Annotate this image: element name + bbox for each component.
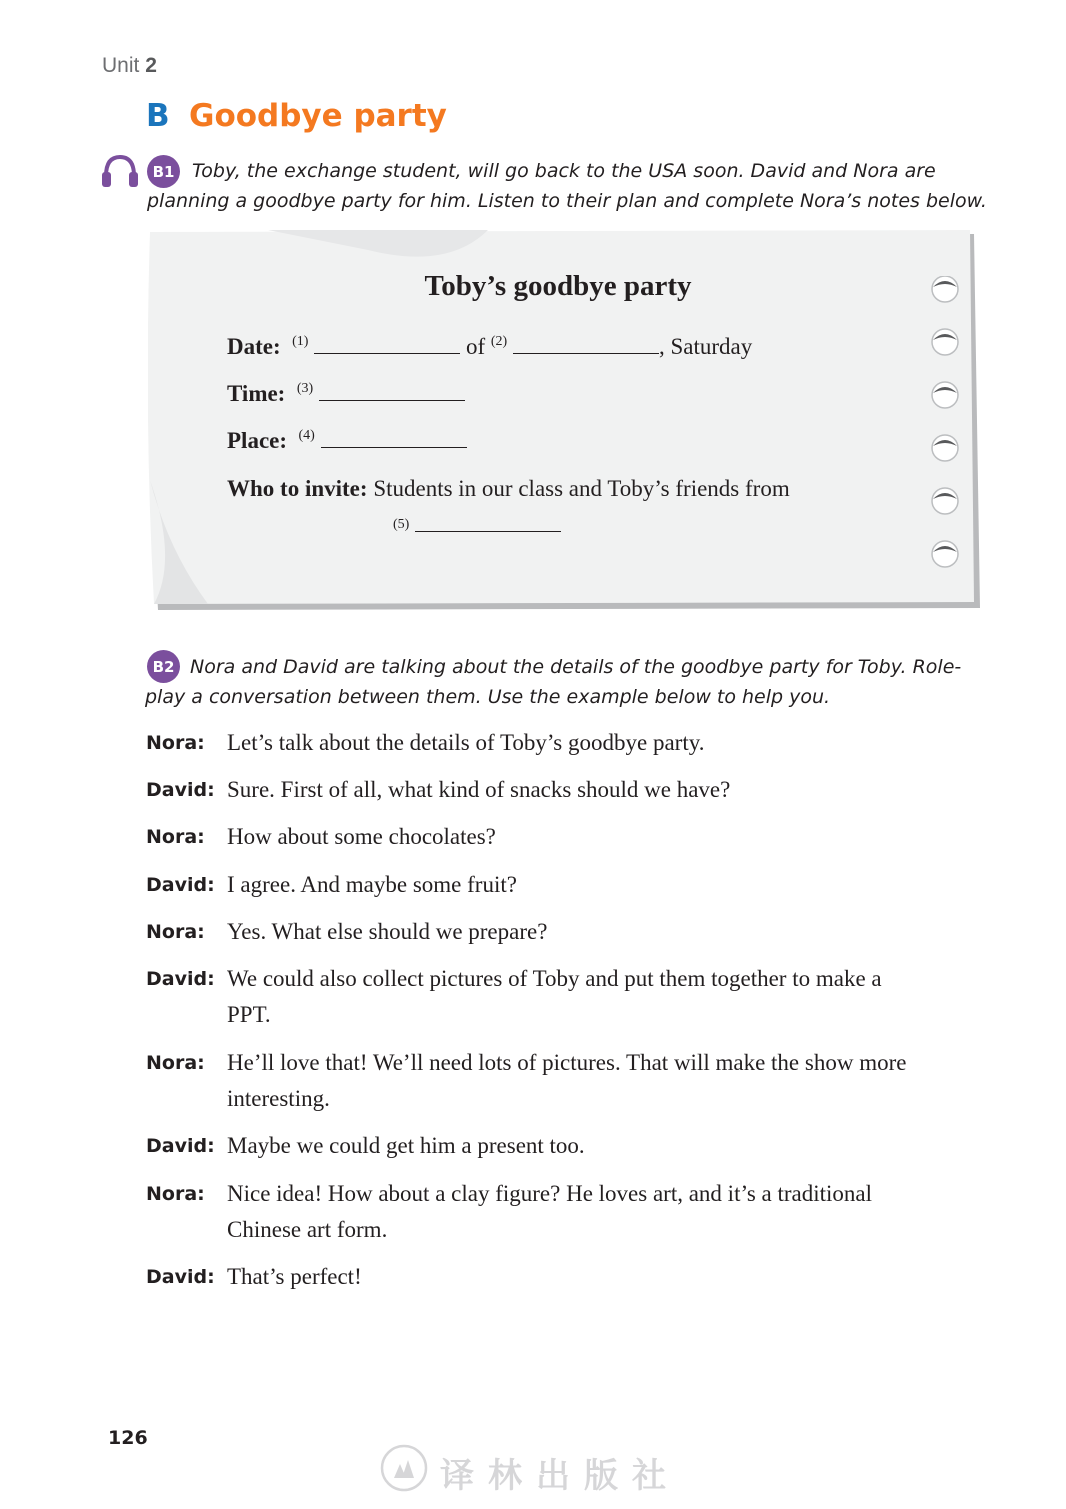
unit-label-text: Unit: [102, 54, 140, 77]
page-number: 126: [108, 1427, 148, 1449]
b2-instruction-line2: play a conversation between them. Use the example below to help you.: [145, 686, 831, 708]
b1-badge: B1: [147, 155, 180, 188]
publisher-logo-icon: [380, 1444, 428, 1492]
headphones-icon[interactable]: [100, 152, 140, 190]
blank-4[interactable]: [321, 446, 467, 448]
section-letter: B: [146, 98, 170, 134]
blank-number-4: (4): [298, 428, 315, 443]
section-title: Goodbye party: [189, 98, 447, 134]
blank-3[interactable]: [319, 399, 465, 401]
dialogue-line: How about some chocolates?: [227, 824, 496, 849]
unit-label: [102, 54, 157, 78]
dialogue-line: That’s perfect!: [227, 1264, 362, 1289]
speaker-label: David:: [146, 874, 215, 896]
blank-1[interactable]: [314, 352, 460, 354]
dialogue-line: Let’s talk about the details of Toby’s goodbye party.: [227, 730, 705, 755]
speaker-label: Nora:: [146, 1052, 205, 1074]
dialogue-line: Maybe we could get him a present too.: [227, 1133, 585, 1158]
date-field: [227, 334, 752, 360]
date-suffix: , Saturday: [658, 334, 753, 359]
b2-badge: B2: [147, 650, 180, 683]
speaker-label: David:: [146, 968, 215, 990]
b1-instruction-line2: planning a goodbye party for him. Listen to their plan and complete Nora’s notes below.: [147, 190, 987, 212]
invite-text: Students in our class and Toby’s friends from: [373, 476, 790, 501]
binder-holes: [930, 276, 960, 576]
blank-number-5: (5): [393, 517, 410, 532]
binder-holes-svg: [930, 276, 960, 576]
date-label: Date:: [227, 334, 281, 359]
speaker-label: Nora:: [146, 826, 205, 848]
dialogue-line: interesting.: [227, 1086, 330, 1111]
place-field: [227, 428, 467, 454]
blank-number-2: (2): [490, 334, 508, 349]
publisher-name: 译林出版社: [440, 1456, 680, 1496]
invite-label: Who to invite:: [227, 476, 368, 501]
blank-2[interactable]: [513, 352, 659, 354]
blank-5[interactable]: [415, 530, 561, 532]
time-label: Time:: [227, 381, 286, 406]
time-field: [227, 381, 465, 407]
speaker-label: Nora:: [146, 1183, 205, 1205]
dialogue-line: I agree. And maybe some fruit?: [227, 872, 517, 897]
dialogue-line: We could also collect pictures of Toby and put them together to make a: [227, 966, 882, 991]
blank-number-1: (1): [292, 334, 309, 349]
dialogue-line: Chinese art form.: [227, 1217, 388, 1242]
invite-field: [227, 476, 790, 502]
invite-blank-row: [393, 512, 561, 538]
speaker-label: David:: [146, 1266, 215, 1288]
date-of: of: [465, 334, 486, 359]
speaker-label: David:: [146, 1135, 215, 1157]
blank-number-3: (3): [296, 381, 314, 396]
unit-number: 2: [145, 54, 157, 77]
speaker-label: David:: [146, 779, 215, 801]
notes-title: Toby’s goodbye party: [424, 270, 692, 302]
dialogue-line: Yes. What else should we prepare?: [227, 919, 548, 944]
speaker-label: Nora:: [146, 921, 205, 943]
b2-instruction-line1: Nora and David are talking about the details of the goodbye party for Toby. Role-: [190, 656, 962, 678]
speaker-label: Nora:: [146, 732, 205, 754]
dialogue-line: Nice idea! How about a clay figure? He loves art, and it’s a traditional: [227, 1181, 873, 1206]
dialogue-line: PPT.: [227, 1002, 271, 1027]
b1-instruction-line1: Toby, the exchange student, will go back to the USA soon. David and Nora are: [192, 160, 936, 182]
place-label: Place:: [227, 428, 288, 453]
dialogue-line: Sure. First of all, what kind of snacks should we have?: [227, 777, 731, 802]
dialogue-line: He’ll love that! We’ll need lots of pictures. That will make the show more: [227, 1050, 907, 1075]
